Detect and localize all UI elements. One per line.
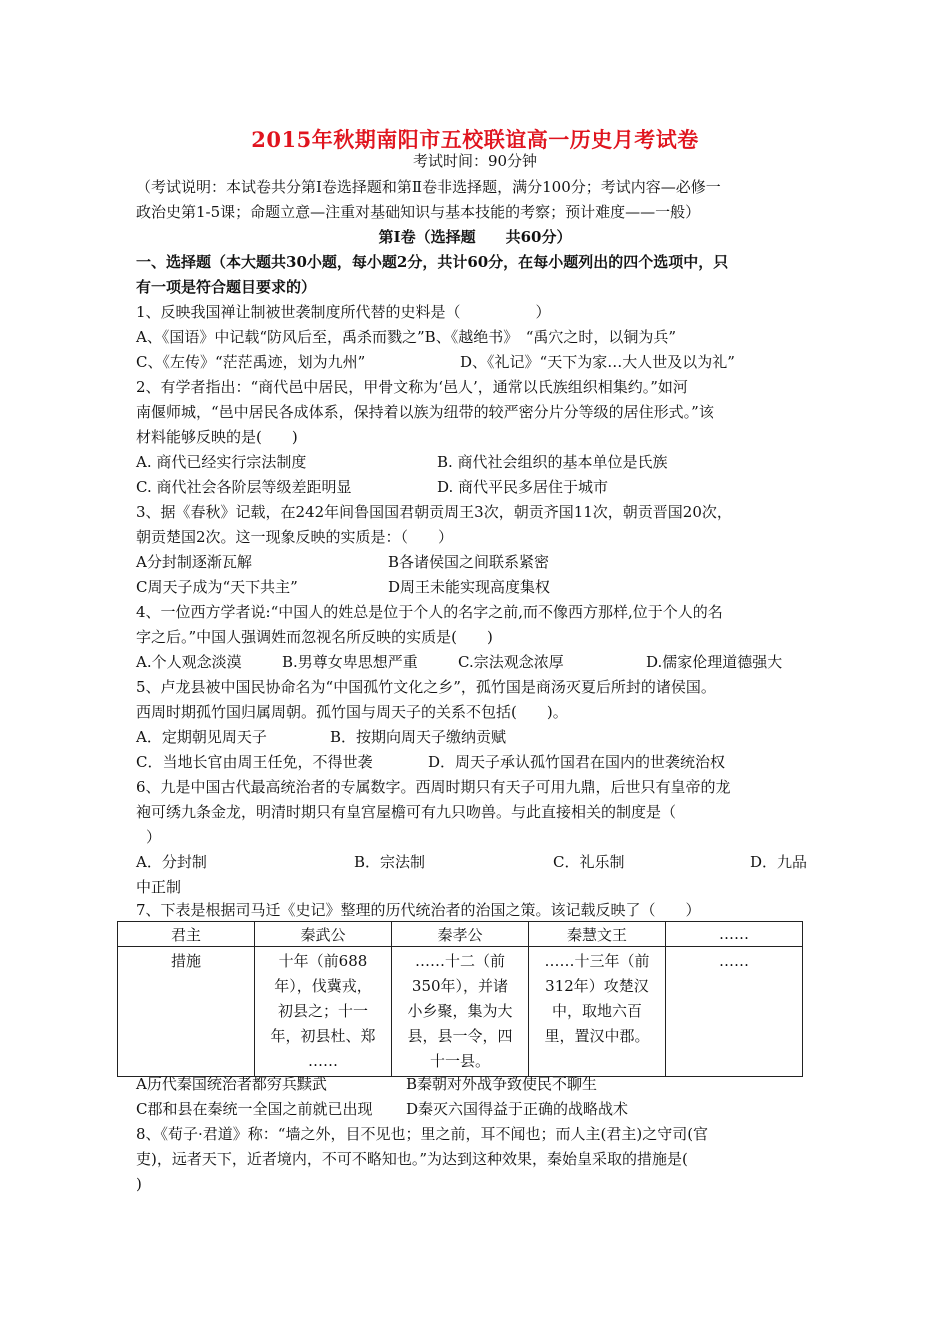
q1-stem: 1、反映我国禅让制被世袭制度所代替的史料是（ ） xyxy=(136,303,551,321)
q2-option-a: A. 商代已经实行宗法制度 xyxy=(136,453,307,471)
q2-option-b: B. 商代社会组织的基本单位是氏族 xyxy=(437,453,668,471)
table-cell-line: ……十三年（前 xyxy=(544,952,650,970)
table-cell-line: 年，初县杜、郑 xyxy=(270,1027,376,1045)
q5-option-d: D．周天子承认孤竹国君在国内的世袭统治权 xyxy=(428,753,726,771)
table-cell-line: 350年），并诸 xyxy=(411,977,509,995)
q2-stem-line-3: 材料能够反映的是( ) xyxy=(136,428,298,446)
table-cell-line: 年），伐冀戎， xyxy=(274,977,372,995)
table-header-row xyxy=(118,922,803,947)
part-title: 第Ⅰ卷（选择题 共60分） xyxy=(378,228,572,246)
q6-option-a: A．分封制 xyxy=(136,853,207,871)
q8-stem-line-3: ) xyxy=(136,1175,142,1193)
q1-options-ab: A、《国语》中记载“防风后至，禹杀而戮之”B、《越绝书》 “禹穴之时，以铜为兵” xyxy=(136,328,677,346)
q3-option-a: A分封制逐渐瓦解 xyxy=(136,553,252,571)
table-cell-line: 县，县一令，四 xyxy=(407,1027,513,1045)
q2-stem-line-1: 2、有学者指出：“商代邑中居民，甲骨文称为‘邑人’，通常以氏族组织相集约。”如河 xyxy=(136,378,688,396)
q7-table xyxy=(117,921,803,1077)
q4-option-a: A.个人观念淡漠 xyxy=(136,653,242,671)
q5-option-b: B．按期向周天子缴纳贡赋 xyxy=(330,728,507,746)
q3-stem-line-1: 3、据《春秋》记载，在242年间鲁国国君朝贡周王3次，朝贡齐国11次，朝贡晋国20次， xyxy=(136,503,732,521)
q7-option-b: B秦朝对外战争致使民不聊生 xyxy=(406,1075,598,1093)
table-cell xyxy=(529,947,666,1077)
table-cell-line: 小乡聚，集为大 xyxy=(407,1002,513,1020)
table-header-cell: 君主 xyxy=(118,922,255,947)
q4-stem-line-1: 4、一位西方学者说:“中国人的姓总是位于个人的名字之前,而不像西方那样,位于个人的名 xyxy=(136,603,723,621)
q6-option-d-continued: 中正制 xyxy=(136,878,182,896)
q5-option-c: C．当地长官由周王任免，不得世袭 xyxy=(136,753,373,771)
q8-stem-line-2: 吏)，远者天下，近者境内，不可不略知也。”为达到这种效果，秦始皇采取的措施是( xyxy=(136,1150,688,1168)
q4-option-d: D.儒家伦理道德强大 xyxy=(646,653,783,671)
table-row-label: 措施 xyxy=(170,952,201,970)
q4-option-c: C.宗法观念浓厚 xyxy=(458,653,564,671)
table-row xyxy=(118,947,803,1077)
q4-stem-line-2: 字之后。”中国人强调姓而忽视名所反映的实质是( ) xyxy=(136,628,493,646)
table-header-cell: 秦武公 xyxy=(255,922,392,947)
q7-option-d: D秦灭六国得益于正确的战略战术 xyxy=(406,1100,629,1118)
q6-option-b: B．宗法制 xyxy=(354,853,426,871)
section-instructions-line-2: 有一项是符合题目要求的） xyxy=(136,278,317,296)
q7-option-a: A历代秦国统治者都穷兵黩武 xyxy=(136,1075,327,1093)
q1-option-d: D、《礼记》“天下为家…大人世及以为礼” xyxy=(460,353,735,371)
table-header-cell: 秦孝公 xyxy=(392,922,529,947)
table-cell-line: …… xyxy=(719,952,749,970)
exam-note-line-1: （考试说明：本试卷共分第Ⅰ卷选择题和第Ⅱ卷非选择题，满分100分；考试内容—必修一 xyxy=(136,178,721,196)
q1-option-c: C、《左传》“茫茫禹迹，划为九州” xyxy=(136,353,366,371)
table-cell-line: 初县之；十一 xyxy=(277,1002,368,1020)
q3-option-c: C周天子成为“天下共主” xyxy=(136,578,298,596)
q7-option-c: C郡和县在秦统一全国之前就已出现 xyxy=(136,1100,373,1118)
q5-stem-line-1: 5、卢龙县被中国民协命名为“中国孤竹文化之乡”，孤竹国是商汤灭夏后所封的诸侯国。 xyxy=(136,678,716,696)
q4-option-b: B.男尊女卑思想严重 xyxy=(282,653,418,671)
table-cell xyxy=(392,947,529,1077)
exam-time: 考试时间：90分钟 xyxy=(412,152,538,170)
q6-option-c: C．礼乐制 xyxy=(553,853,625,871)
table-cell-line: ……十二（前 xyxy=(414,952,505,970)
q2-option-c: C. 商代社会各阶层等级差距明显 xyxy=(136,478,352,496)
q5-stem-line-2: 西周时期孤竹国归属周朝。孤竹国与周天子的关系不包括( )。 xyxy=(136,703,568,721)
table-cell xyxy=(255,947,392,1077)
table-header-cell: 秦慧文王 xyxy=(529,922,666,947)
q8-stem-line-1: 8、《荀子·君道》称：“墙之外，目不见也；里之前，耳不闻也；而人主(君主)之守司(官 xyxy=(136,1125,709,1143)
section-instructions-line-1: 一、选择题（本大题共30小题，每小题2分，共计60分，在每小题列出的四个选项中，只 xyxy=(136,253,729,271)
q6-stem-line-3: ） xyxy=(146,828,162,846)
table-cell-line: 十年（前688 xyxy=(278,952,368,970)
q3-option-b: B各诸侯国之间联系紧密 xyxy=(388,553,550,571)
q6-option-d: D．九品 xyxy=(750,853,808,871)
table-cell-line: 中，取地六百 xyxy=(551,1002,642,1020)
q6-stem-line-1: 6、九是中国古代最高统治者的专属数字。西周时期只有天子可用九鼎，后世只有皇帝的龙 xyxy=(136,778,731,796)
q3-option-d: D周王未能实现高度集权 xyxy=(388,578,551,596)
exam-title: 2015年秋期南阳市五校联谊高一历史月考试卷 xyxy=(251,127,699,152)
q6-stem-line-2: 袍可绣九条金龙，明清时期只有皇宫屋檐可有九只吻兽。与此直接相关的制度是（ xyxy=(136,803,677,821)
table-cell-line: …… xyxy=(308,1052,338,1070)
table-cell-line: 里，置汉中郡。 xyxy=(544,1027,650,1045)
table-cell-line: 312年）攻楚汉 xyxy=(545,977,649,995)
q3-stem-line-2: 朝贡楚国2次。这一现象反映的实质是：（ ） xyxy=(136,528,454,546)
table-cell-line: 十一县。 xyxy=(429,1052,490,1070)
table-header-cell: …… xyxy=(666,922,803,947)
q5-option-a: A．定期朝见周天子 xyxy=(136,728,267,746)
q2-stem-line-2: 南偃师城，“邑中居民各成体系，保持着以族为纽带的较严密分片分等级的居住形式。”该 xyxy=(136,403,714,421)
q2-option-d: D. 商代平民多居住于城市 xyxy=(437,478,609,496)
table-cell xyxy=(666,947,803,1077)
exam-note-line-2: 政治史第1-5课；命题立意—注重对基础知识与基本技能的考察；预计难度——一般） xyxy=(136,203,701,221)
q7-stem: 7、下表是根据司马迁《史记》整理的历代统治者的治国之策。该记载反映了（ ） xyxy=(136,901,701,919)
table-row-label-cell xyxy=(118,947,255,1077)
